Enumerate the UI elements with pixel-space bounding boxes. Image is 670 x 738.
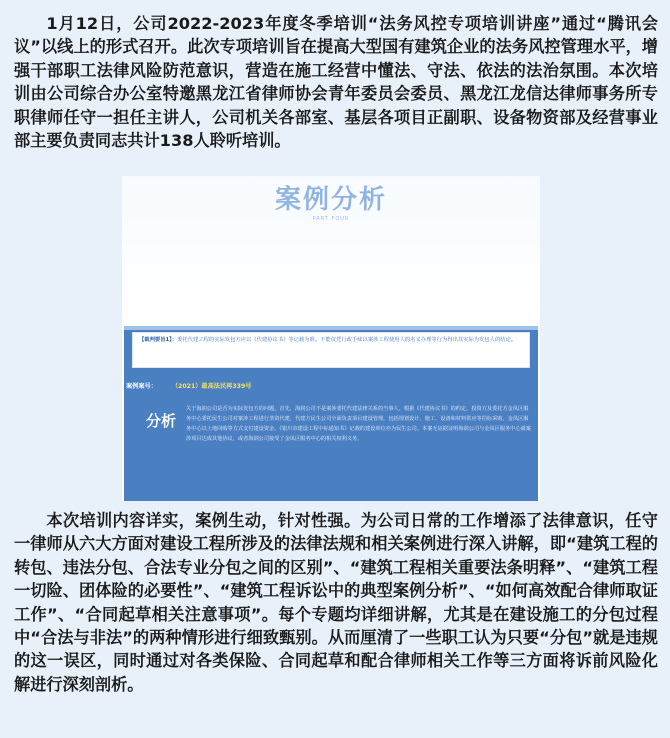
slide-subtitle: PART FOUR bbox=[312, 216, 350, 222]
case-analysis-slide-image bbox=[122, 176, 540, 501]
slide-title: 案例分析 bbox=[274, 185, 387, 215]
analysis-text: 关于海润公司是否为实际发包方的问题。首先，海润公司不是案涉委托代建法律关系的当事人。根据《代建协议书》的约定，投资方及委托方金凤区服务中心委托民生公司对案涉工程进行垄资代建，代建方民生公司全面负责项目建设管理，包括规划设计、施工、设备和材料供应等招标采购，金凤区服务中心以土地回购等方式支付建设资金。《银川市建设工程中标通知书》记载的建设单位亦为民生公司。本案无证据证明海润公司与金凤区服务中心就案涉项目达成其他协议，或者海润公司接受了金凤区服务中心的相关权利义务。 bbox=[186, 406, 531, 442]
case-number-line bbox=[126, 381, 251, 390]
ruling-summary-box bbox=[132, 332, 530, 368]
analysis-heading: 分析 bbox=[146, 412, 177, 430]
ruling-summary-lead: 【裁判要旨1】： bbox=[139, 337, 178, 343]
slide-content-panel bbox=[124, 326, 538, 501]
ruling-summary-text: 委托代建工程的实际发包方应以《代建协议书》等记载为准。不能仅凭行政手续以案涉工程使用人的名义办理等行为得出其实际为发包人的结论。 bbox=[177, 337, 517, 343]
case-number-value: （2021）最高法民再339号 bbox=[174, 383, 252, 390]
article-paragraph-intro: 1月12日，公司2022-2023年度冬季培训“法务风控专项培训讲座”通过“腾讯会议”以线上的形式召开。此次专项培训旨在提高大型国有建筑企业的法务风控管理水平，增强干部职工法律风险防范意识，营造在施工经营中懂法、守法、依法的法治氛围。本次培训由公司综合办公室特邀黑龙江省律师协会青年委员会委员、黑龙江龙信达律师事务所专职律师任守一担任主讲人，公司机关各部室、基层各项目正副职、设备物资部及经营事业部主要负责同志共计138人聆听培训。 bbox=[14, 14, 658, 151]
article-paragraph-content: 本次培训内容详实，案例生动，针对性强。为公司日常的工作增添了法律意识，任守一律师从六大方面对建设工程所涉及的法律法规和相关案例进行深入讲解，即“建筑工程的转包、违法分包、合法专业分包之间的区别”、“建筑工程相关重要法条明释”、“建筑工程一切险、团体险的必要性”、“建筑工程诉讼中的典型案例分析”、“如何高效配合律师取证工作”、“合同起草相关注意事项”。每个专题均详细讲解，尤其是在建设施工的分包过程中“合法与非法”的两种情形进行细致甄别。从而厘清了一些职工认为只要“分包”就是违规的这一误区，同时通过对各类保险、合同起草和配合律师相关工作等三方面将诉前风险化解进行深刻剖析。 bbox=[14, 511, 658, 694]
case-number-label: 案例案号： bbox=[126, 383, 157, 390]
slide-header-area bbox=[122, 176, 540, 326]
slide-divider-band bbox=[124, 326, 538, 330]
